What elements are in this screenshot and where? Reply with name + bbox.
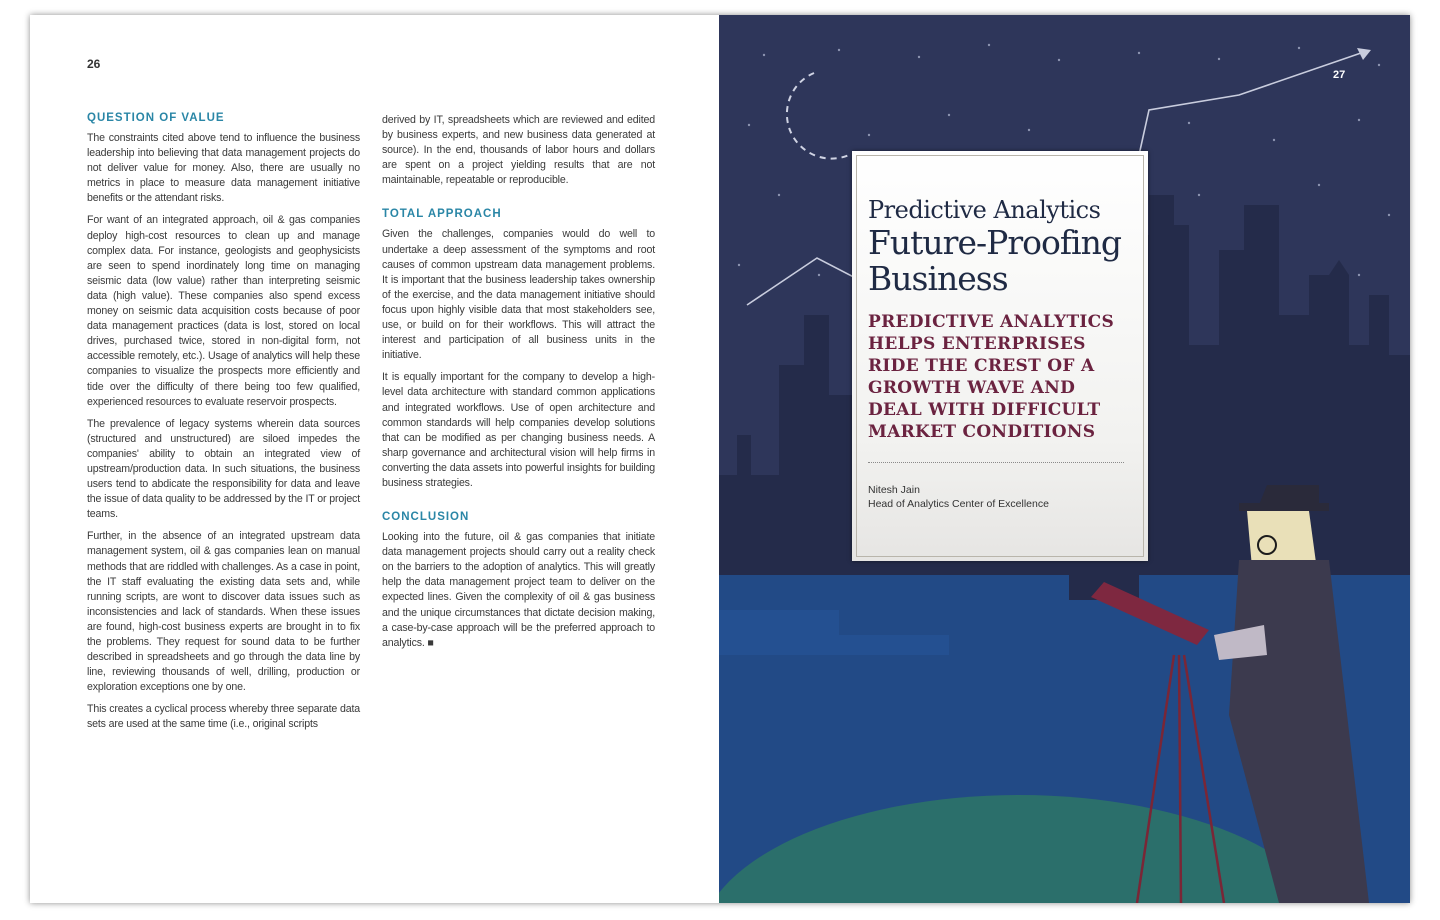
- article-title: Future-Proofing Business: [868, 223, 1121, 298]
- text-column-1: [87, 112, 360, 740]
- section-heading: TOTAL APPROACH: [382, 208, 502, 221]
- paragraph: The prevalence of legacy systems wherein data sources (structured and unstructured) are siloed impedes the companies' ability to obtain an integrated view of upstream/production data. In such situations, the business users tend to abdicate the responsibility for data and leave the issue of data quality to be addressed by the IT or project teams.: [87, 417, 360, 521]
- section-heading: CONCLUSION: [382, 511, 470, 524]
- left-page: [30, 15, 719, 903]
- paragraph: Given the challenges, companies would do well to undertake a deep assessment of the symptoms and root causes of common upstream data management problems. It is important that the business leadership takes ownership of the exercise, and the data management initiative should focus upon highly visible data that most stakeholders see, use, or build on for their workflows. This will attract the interest and participation of all business units in the initiative.: [382, 228, 655, 362]
- paragraph: The constraints cited above tend to influence the business leadership into believing that data management projects do not deliver value for money. Also, there are usually no metrics in place to measure data management initiative benefits or the attendant risks.: [87, 132, 360, 205]
- page-number: 27: [1333, 69, 1346, 81]
- paragraph: It is equally important for the company to develop a high-level data architecture with standard common applications and integrated workflows. Use of open architecture and common standards will help companies develop solutions that can be modified as per changing business needs. A sharp governance and architectural vision will help firms in converting the data assets into powerful insights for building business strategies.: [382, 371, 655, 489]
- right-page: [719, 15, 1410, 903]
- paragraph: Further, in the absence of an integrated upstream data management system, oil & gas companies lean on manual methods that are riddled with challenges. As a case in point, the IT staff evaluating the existing data sets and, while running scripts, are wont to discover data issues such as inconsistencies and lack of standards. When these issues are found, high-cost business experts are brought in to fix the problems. They request for sound data to be further described in spreadsheets and go through the data line by line, reviewing thousands of well, drilling, production or exploration exceptions one by one.: [87, 530, 360, 694]
- article-subtitle: PREDICTIVE ANALYTICS HELPS ENTERPRISES RIDE THE CREST OF A GROWTH WAVE AND DEAL WITH DIFFICULT MARKET CONDITIONS: [868, 312, 1115, 442]
- author-name: Nitesh Jain: [868, 484, 920, 496]
- title-card: [852, 151, 1148, 561]
- paragraph: This creates a cyclical process whereby three separate data sets are used at the same time (i.e., original scripts: [87, 703, 360, 731]
- page-number: 26: [87, 57, 101, 71]
- magazine-spread: [30, 15, 1410, 903]
- section-heading: QUESTION OF VALUE: [87, 112, 225, 124]
- author-block: [868, 483, 1049, 511]
- divider: [868, 462, 1124, 463]
- paragraph: Looking into the future, oil & gas companies that initiate data management projects should carry out a reality check on the barriers to the adoption of analytics. This will greatly help the data management project team to deliver on the expected lines. Given the complexity of oil & gas business and the unique circumstances that dictate decision making, a case-by-case approach will be the preferred approach to analytics. ■: [382, 531, 655, 649]
- paragraph: For want of an integrated approach, oil & gas companies deploy high-cost resources to clean up and manage complex data. For instance, geologists and geophysicists are seen to spend inordinately long time on managing seismic data (low value) rather than interpreting seismic data (high value). These companies also spend excess money on seismic data acquisition costs because of poor data management practices (data is lost, stored on local drives, purchased twice, stored in non-digital form, not accessible remotely, etc.). Usage of analytics will help these companies to visualize the prospects more efficiently and tide over the difficulty of there being too few qualified, experienced resources to evaluate reservoir prospects.: [87, 214, 360, 408]
- article-kicker: Predictive Analytics: [868, 196, 1101, 224]
- text-column-2: [382, 113, 655, 658]
- author-title: Head of Analytics Center of Excellence: [868, 498, 1049, 510]
- paragraph: derived by IT, spreadsheets which are reviewed and edited by business experts, and new business data generated at source). In the end, thousands of labor hours and dollars are spent on a project yielding results that are not maintainable, repeatable or reproducible.: [382, 114, 655, 187]
